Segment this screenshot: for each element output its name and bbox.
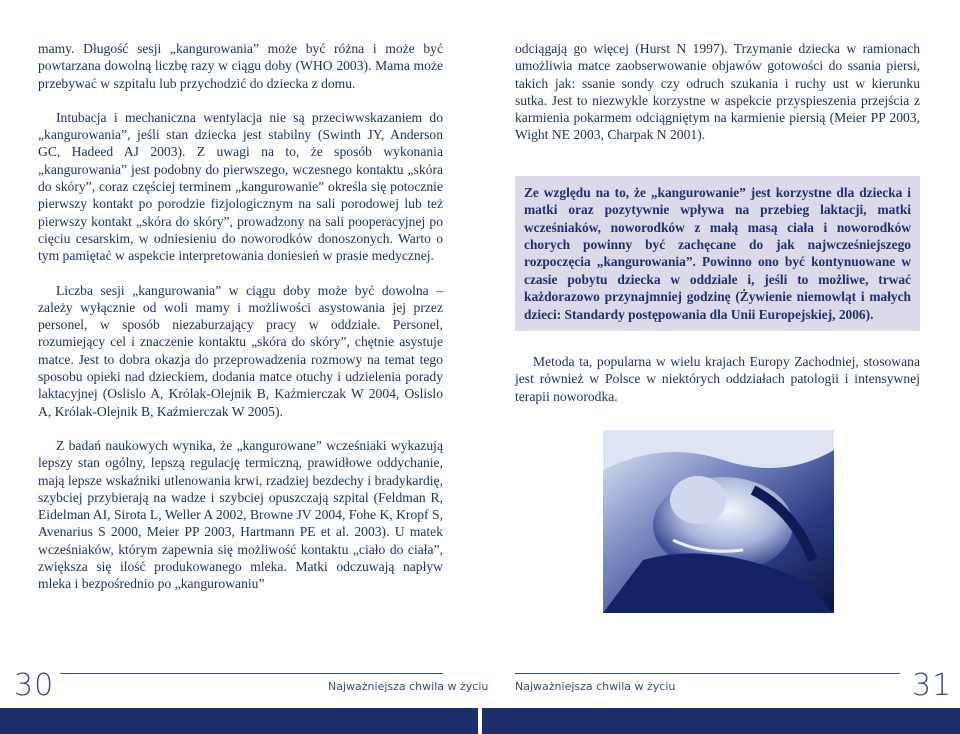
paragraph: Liczba sesji „kangurowania” w ciągu doby może być dowolna – zależy wyłącznie od woli mamy i możliwości asystowania jej przez personel, w sposób niezaburzający pracy w oddziale. Personel, rozumiejący cel i znaczenie kontaktu „skóra do skóry”, chętnie asystuje matce. Jest to dobra okazja do przeprowadzenia rozmowy na temat tego sposobu opieki nad dzieckiem, dodania matce otuchy i udzielenia porady laktacyjnej (Oslislo A, Królak-Olejnik B, Kaźmierczak W 2004, Oslislo A, Królak-Olejnik B, Kaźmierczak W 2005).: [38, 282, 443, 419]
left-page-text: [38, 40, 443, 610]
kangaroo-care-photo: [603, 430, 834, 613]
paragraph: Metoda ta, popularna w wielu krajach Europy Zachodniej, stosowana jest również w Polsce w niektórych oddziałach patologii i intensywnej terapii noworodka.: [515, 354, 920, 404]
highlight-box: Ze względu na to, że „kangurowanie” jest korzystne dla dziecka i matki oraz pozytywnie wpływa na przebieg laktacji, matki wcześniaków, noworodków z małą masą ciała i noworodków chorych powinny być zachęcane do jak najwcześniejszego rozpoczęcia „kangurowania”. Powinno ono być kontynuowane w czasie pobytu dziecka w oddziale i, jeśli to możliwe, trwać każdorazowo przynajmniej godzinę (Żywienie niemowląt i małych dzieci: Standardy postępowania dla Unii Europejskiej, 2006).: [515, 176, 920, 331]
footer-title: Najważniejsza chwila w życiu: [328, 680, 489, 693]
paragraph: Intubacja i mechaniczna wentylacja nie są przeciwwskazaniem do „kangurowania”, jeśli stan dziecka jest stabilny (Swinth JY, Anderson GC, Hadeed AJ 2003). Z uwagi na to, że sposób wykonania „kangurowania” jest podobny do pierwszego, wczesnego kontaktu „skóra do skóry”, coraz częściej terminem „kangurowanie” określa się potocznie pierwszy kontakt po porodzie fizjologicznym na sali porodowej lub też pierwszy kontakt „skóra do skóry”, prowadzony na sali pooperacyjnej po cięciu cesarskim, w odniesieniu do noworodków donoszonych. Warto o tym pamiętać w aspekcie interpretowania doniesień w prasie medycznej.: [38, 109, 443, 264]
page-number: 31: [912, 668, 953, 703]
page-number: 30: [14, 668, 55, 703]
footer-divider: [60, 673, 443, 674]
photo-illustration: [603, 430, 834, 613]
paragraph: mamy. Długość sesji „kangurowania” może być różna i może być powtarzana dowolną liczbę razy w ciągu doby (WHO 2003). Mama może przebywać w szpitalu lub przychodzić do dziecka z domu.: [38, 41, 443, 91]
footer-divider: [515, 673, 900, 674]
spine-gap: [478, 708, 482, 734]
right-page-text: [515, 40, 920, 422]
paragraph: Z badań naukowych wynika, że „kangurowane” wcześniaki wykazują lepszy stan ogólny, lepszą regulację termiczną, prawidłowe oddychanie, mają lepsze wskaźniki utlenowania krwi, rzadziej bezdechy i bradykardię, szybciej przybierają na wadze i szybciej opuszczają szpital (Feldman R, Eidelman AI, Sirota L, Weller A 2002, Browne JV 2004, Fohe K, Kropf S, Avenarius S 2000, Meier PP 2003, Hartmann PE et al. 2003). U matek wcześniaków, którym zapewnia się możliwość kontaktu „ciało do ciała”, zwiększa się ilość produkowanego mleka. Matki odczuwają napływ mleka i bezpośrednio po „kangurowaniu”: [38, 437, 443, 592]
paragraph: odciągają go więcej (Hurst N 1997). Trzymanie dziecka w ramionach umożliwia matce zaobserwowanie objawów gotowości do ssania piersi, takich jak: ssanie sondy czy odruch szukania i ruchy ust w kierunku sutka. Jest to niezwykle korzystne w aspekcie przyspieszenia przejścia z karmienia pokarmem odciągniętym na karmienie piersią (Meier PP 2003, Wight NE 2003, Charpak N 2001).: [515, 41, 920, 143]
footer-title: Najważniejsza chwila w życiu: [515, 680, 676, 693]
